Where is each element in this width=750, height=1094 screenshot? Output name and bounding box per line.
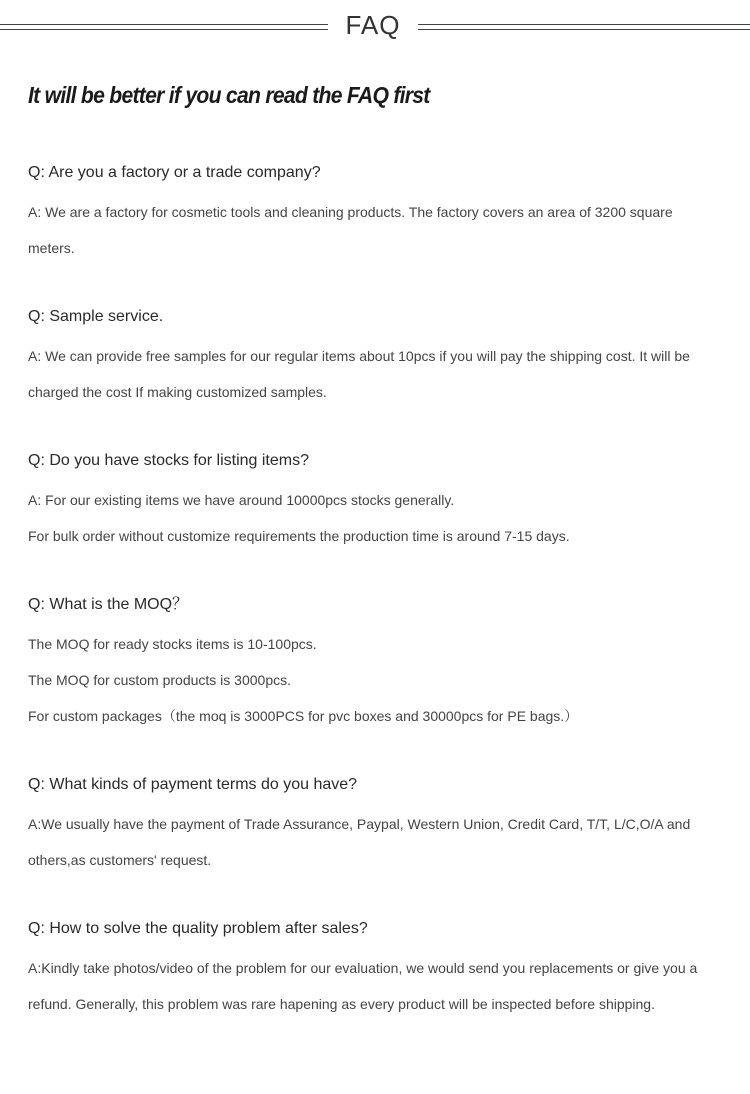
faq-header — [0, 8, 750, 44]
faq-answer: A: We can provide free samples for our regular items about 10pcs if you will pay the shipping cost. It will be charged the cost If making customized samples. — [28, 348, 690, 400]
faq-question: Q: Are you a factory or a trade company? — [28, 164, 321, 181]
faq-answer: For bulk order without customize requirements the production time is around 7-15 days. — [28, 528, 570, 544]
faq-question: Q: How to solve the quality problem after sales? — [28, 920, 368, 937]
page-title: FAQ — [345, 10, 401, 40]
faq-item-stocks — [28, 446, 718, 554]
header-double-rule-right — [418, 24, 750, 30]
faq-item-factory — [28, 158, 718, 266]
faq-question: Q: Do you have stocks for listing items? — [28, 452, 309, 469]
faq-question: Q: Sample service. — [28, 308, 164, 325]
faq-answer: The MOQ for custom products is 3000pcs. — [28, 672, 291, 688]
faq-answer: A:We usually have the payment of Trade Assurance, Paypal, Western Union, Credit Card, T/T, L/C,O/A and others,as customers' request. — [28, 816, 691, 868]
faq-item-quality — [28, 914, 718, 1022]
faq-answer: The MOQ for ready stocks items is 10-100pcs. — [28, 636, 317, 652]
header-double-rule-left — [0, 24, 328, 30]
faq-answer: A:Kindly take photos/video of the problem for our evaluation, we would send you replacements or give you a refund. Generally, this problem was rare hapening as every product will be inspected before shipping. — [28, 960, 698, 1012]
faq-question: Q: What kinds of payment terms do you have? — [28, 776, 358, 793]
faq-subtitle: It will be better if you can read the FAQ first — [28, 82, 430, 108]
faq-item-moq — [28, 590, 718, 734]
faq-answer: A: For our existing items we have around 10000pcs stocks generally. — [28, 492, 455, 508]
faq-list — [28, 158, 718, 1058]
faq-item-sample — [28, 302, 718, 410]
faq-item-payment — [28, 770, 718, 878]
faq-answer: For custom packages（the moq is 3000PCS for pvc boxes and 30000pcs for PE bags.） — [28, 708, 579, 724]
faq-question: Q: What is the MOQ？ — [28, 596, 189, 613]
faq-answer: A: We are a factory for cosmetic tools and cleaning products. The factory covers an area of 3200 square meters. — [28, 204, 673, 256]
